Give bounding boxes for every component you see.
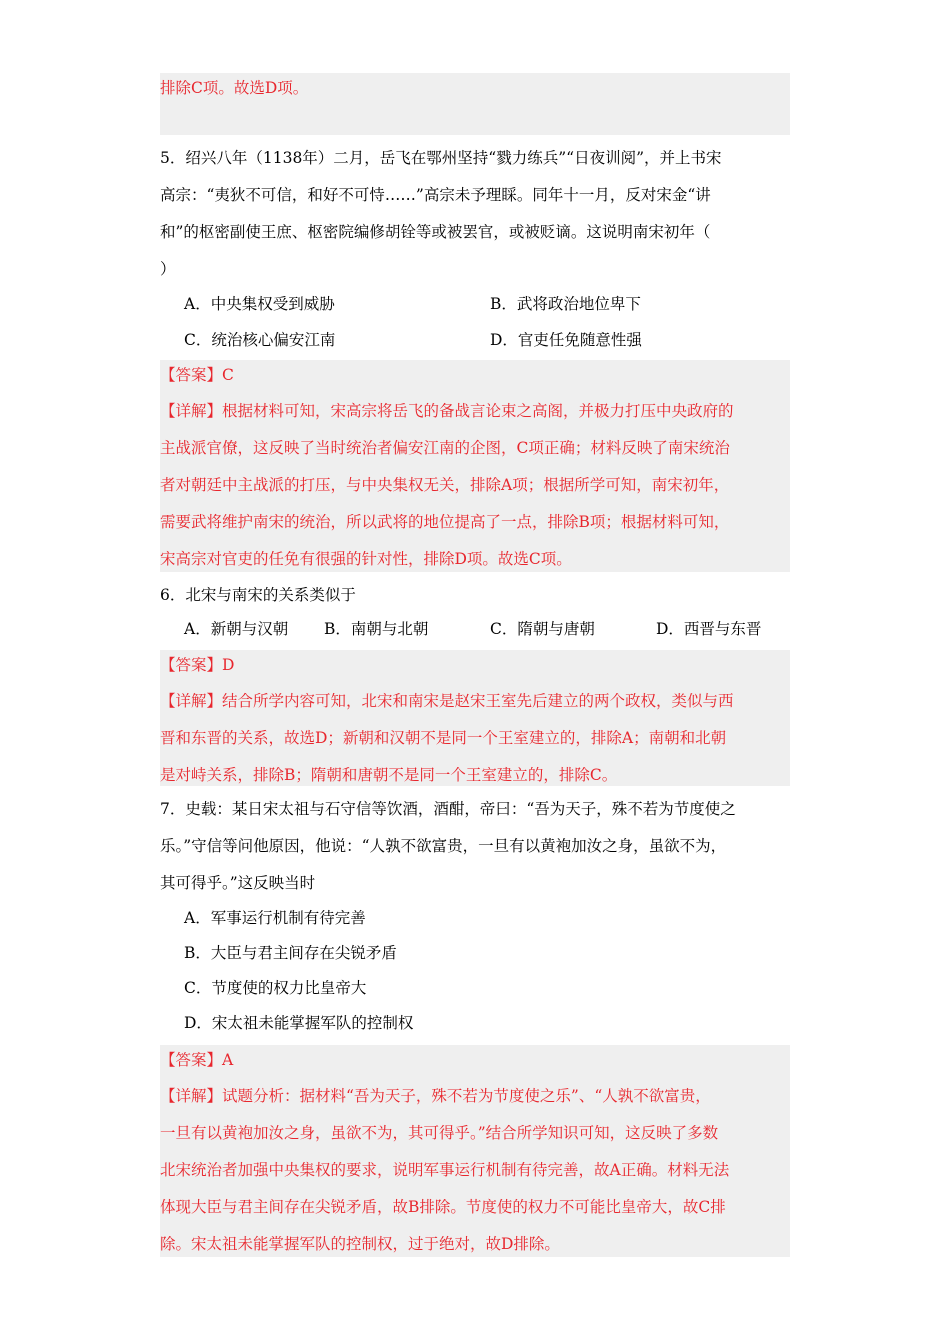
question-6-stem — [160, 583, 790, 607]
question-5-options — [160, 290, 790, 354]
explanation-line: 者对朝廷中主战派的打压，与中央集权无关，排除A项；根据所学可知，南宋初年， — [160, 476, 730, 494]
prev-explanation-line: 排除C项。故选D项。 — [160, 79, 309, 97]
question-7-stem-line: 其可得乎。”这反映当时 — [160, 874, 316, 892]
option-a: A．新朝与汉朝 — [184, 620, 289, 638]
explanation-line: 宋高宗对官吏的任免有很强的针对性，排除D项。故选C项。 — [160, 550, 572, 568]
question-5-stem-line: 5．绍兴八年（1138年）二月，岳飞在鄂州坚持“戮力练兵”“日夜训阅”，并上书宋 — [160, 149, 722, 167]
option-c: C．隋朝与唐朝 — [490, 620, 595, 638]
answer-label: 【答案】C — [160, 366, 234, 384]
question-7-stem — [160, 797, 790, 897]
answer-label: 【答案】D — [160, 656, 235, 674]
explanation-line: 【详解】结合所学内容可知，北宋和南宋是赵宋王室先后建立的两个政权，类似与西 — [160, 692, 734, 710]
option-a: A．军事运行机制有待完善 — [184, 909, 366, 927]
question-5-stem-line: 和”的枢密副使王庶、枢密院编修胡铨等或被罢官，或被贬谪。这说明南宋初年（ — [160, 223, 711, 241]
prev-explanation-block — [160, 73, 790, 135]
option-c: C．节度使的权力比皇帝大 — [184, 979, 367, 997]
question-6-answer-block — [160, 650, 790, 786]
question-5-answer-block — [160, 360, 790, 572]
explanation-line: 除。宋太祖未能掌握军队的控制权，过于绝对，故D排除。 — [160, 1235, 560, 1253]
option-d: D．宋太祖未能掌握军队的控制权 — [184, 1014, 414, 1032]
question-6-stem-line: 6．北宋与南宋的关系类似于 — [160, 586, 356, 604]
explanation-line: 北宋统治者加强中央集权的要求，说明军事运行机制有待完善，故A正确。材料无法 — [160, 1161, 730, 1179]
question-6-options — [160, 615, 790, 643]
explanation-line: 【详解】根据材料可知，宋高宗将岳飞的备战言论束之高阁，并极力打压中央政府的 — [160, 402, 734, 420]
explanation-line: 【详解】试题分析：据材料“吾为天子，殊不若为节度使之乐”、“人孰不欲富贵， — [160, 1087, 711, 1105]
question-7-options — [160, 904, 790, 1040]
explanation-line: 需要武将维护南宋的统治，所以武将的地位提高了一点，排除B项；根据材料可知， — [160, 513, 730, 531]
question-7-answer-block — [160, 1045, 790, 1257]
answer-label: 【答案】A — [160, 1051, 234, 1069]
option-b: B．大臣与君主间存在尖锐矛盾 — [184, 944, 397, 962]
question-5-stem-line: 高宗：“夷狄不可信，和好不可恃……”高宗未予理睬。同年十一月，反对宋金“讲 — [160, 186, 711, 204]
option-a: A．中央集权受到威胁 — [184, 295, 335, 313]
question-7-stem-line: 乐。”守信等问他原因，他说：“人孰不欲富贵，一旦有以黄袍加汝之身，虽欲不为， — [160, 837, 727, 855]
option-d: D．官吏任免随意性强 — [490, 331, 642, 349]
explanation-line: 是对峙关系，排除B；隋朝和唐朝不是同一个王室建立的，排除C。 — [160, 766, 618, 784]
explanation-line: 晋和东晋的关系，故选D；新朝和汉朝不是同一个王室建立的，排除A；南朝和北朝 — [160, 729, 727, 747]
option-c: C．统治核心偏安江南 — [184, 331, 336, 349]
question-7-stem-line: 7．史载：某日宋太祖与石守信等饮酒，酒酣，帝曰：“吾为天子，殊不若为节度使之 — [160, 800, 736, 818]
question-5-stem — [160, 146, 790, 281]
question-5-stem-line: ） — [160, 260, 176, 278]
option-d: D．西晋与东晋 — [656, 620, 762, 638]
option-b: B．南朝与北朝 — [324, 620, 429, 638]
option-b: B．武将政治地位卑下 — [490, 295, 641, 313]
explanation-line: 一旦有以黄袍加汝之身，虽欲不为，其可得乎。”结合所学知识可知，这反映了多数 — [160, 1124, 719, 1142]
explanation-line: 主战派官僚，这反映了当时统治者偏安江南的企图，C项正确；材料反映了南宋统治 — [160, 439, 730, 457]
explanation-line: 体现大臣与君主间存在尖锐矛盾，故B排除。节度使的权力不可能比皇帝大，故C排 — [160, 1198, 726, 1216]
